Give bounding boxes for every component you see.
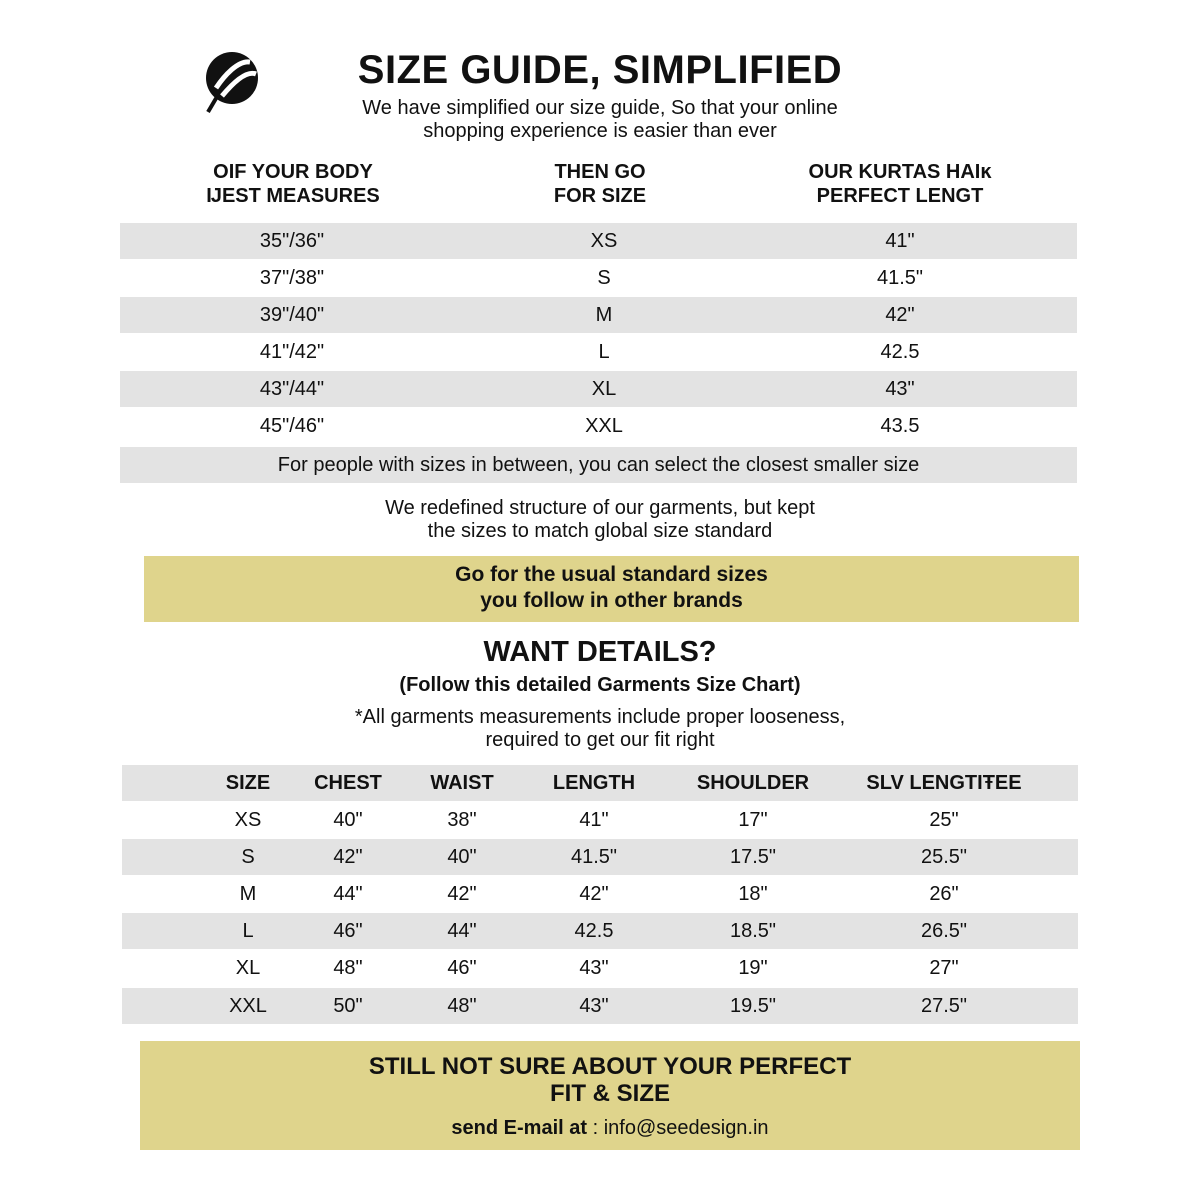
header-line: OUR KURTAS HAIĸ bbox=[808, 161, 992, 183]
column-header-shoulder: SHOULDER bbox=[696, 772, 810, 794]
size: M bbox=[595, 303, 613, 326]
chest: 42" bbox=[333, 846, 363, 868]
header-kurta-length bbox=[780, 160, 1020, 208]
kurta-length: 41.5" bbox=[876, 266, 924, 289]
email-link[interactable]: info@seedesign.in bbox=[603, 1117, 769, 1139]
page-title: SIZE GUIDE, SIMPLIFIED bbox=[357, 48, 843, 92]
table-row bbox=[122, 839, 1078, 875]
length: 41" bbox=[579, 809, 609, 831]
sleeve-length: 27" bbox=[929, 957, 959, 979]
table-row bbox=[120, 371, 1077, 407]
column-header-sleeve-length: SLV LENGTIŦEE bbox=[866, 772, 1022, 794]
waist: 38" bbox=[447, 809, 477, 831]
table-row bbox=[122, 913, 1078, 949]
sleeve-length: 25.5" bbox=[920, 846, 968, 868]
length: 43" bbox=[579, 995, 609, 1017]
kurta-length: 43" bbox=[885, 377, 915, 400]
size: L bbox=[598, 340, 610, 363]
header-line: PERFECT LENGT bbox=[816, 185, 984, 207]
sleeve-length: 26.5" bbox=[920, 920, 968, 942]
table-row bbox=[120, 260, 1077, 296]
header-body-measure bbox=[188, 160, 398, 208]
chest-measure: 41"/42" bbox=[259, 340, 325, 363]
table-row bbox=[122, 876, 1078, 912]
size: XXL bbox=[229, 995, 267, 1017]
column-header-chest: CHEST bbox=[314, 772, 382, 794]
details-title: WANT DETAILS? bbox=[483, 636, 717, 668]
length: 42.5 bbox=[574, 920, 614, 942]
shoulder: 19" bbox=[738, 957, 768, 979]
subtitle-line: shopping experience is easier than ever bbox=[423, 120, 777, 142]
shoulder: 18.5" bbox=[729, 920, 777, 942]
chest-measure: 43"/44" bbox=[259, 377, 325, 400]
looseness-note-line: required to get our fit right bbox=[485, 729, 715, 751]
shoulder: 18" bbox=[738, 883, 768, 905]
kurta-length: 42.5 bbox=[880, 340, 920, 363]
column-header-length: LENGTH bbox=[552, 772, 636, 794]
size: XL bbox=[235, 957, 261, 979]
table-row bbox=[120, 297, 1077, 333]
table-row bbox=[122, 802, 1078, 838]
size: XS bbox=[590, 229, 618, 252]
structure-note bbox=[300, 497, 900, 543]
standard-sizes-banner bbox=[144, 556, 1079, 622]
in-between-size-note: For people with sizes in between, you can select the closest smaller size bbox=[120, 447, 1077, 483]
size: S bbox=[597, 266, 611, 289]
chest-measure: 37"/38" bbox=[259, 266, 325, 289]
looseness-note-line: *All garments measurements include proper looseness, bbox=[354, 706, 846, 728]
table-row bbox=[120, 408, 1077, 444]
kurta-length: 42" bbox=[885, 303, 915, 326]
chest-measure: 39"/40" bbox=[259, 303, 325, 326]
header-line: OIF YOUR BODY bbox=[213, 161, 373, 183]
kurta-length: 41" bbox=[885, 229, 915, 252]
details-subtitle: (Follow this detailed Garments Size Chart) bbox=[399, 674, 801, 696]
table-row bbox=[120, 334, 1077, 370]
chest-measure: 45"/46" bbox=[259, 414, 325, 437]
brand-logo-icon bbox=[198, 48, 262, 116]
shoulder: 19.5" bbox=[729, 995, 777, 1017]
size: XS bbox=[234, 809, 262, 831]
size: M bbox=[239, 883, 257, 905]
size: XL bbox=[591, 377, 617, 400]
size: L bbox=[242, 920, 254, 942]
contact-heading-line: STILL NOT SURE ABOUT YOUR PERFECT bbox=[368, 1053, 852, 1080]
sleeve-length: 27.5" bbox=[920, 995, 968, 1017]
header-line: ĲEST MEASURES bbox=[206, 185, 380, 207]
contact-heading-line: FIT & SIZE bbox=[550, 1080, 670, 1107]
sleeve-length: 25" bbox=[929, 809, 959, 831]
structure-note-line: We redefined structure of our garments, but kept bbox=[385, 497, 815, 519]
contact-heading bbox=[140, 1053, 1080, 1107]
waist: 40" bbox=[447, 846, 477, 868]
chest-measure: 35"/36" bbox=[259, 229, 325, 252]
header-line: FOR SIZE bbox=[553, 185, 647, 207]
contact-email-line bbox=[140, 1117, 1080, 1140]
table-row bbox=[120, 223, 1077, 259]
shoulder: 17" bbox=[738, 809, 768, 831]
page-subtitle bbox=[300, 97, 900, 143]
length: 41.5" bbox=[570, 846, 618, 868]
chest: 48" bbox=[333, 957, 363, 979]
waist: 46" bbox=[447, 957, 477, 979]
email-label: send E-mail at bbox=[451, 1117, 588, 1139]
chest: 50" bbox=[333, 995, 363, 1017]
looseness-note bbox=[300, 706, 900, 752]
column-header-size: SIZE bbox=[225, 772, 271, 794]
header-size bbox=[520, 160, 680, 208]
column-header-waist: WAIST bbox=[430, 772, 494, 794]
sleeve-length: 26" bbox=[929, 883, 959, 905]
subtitle-line: We have simplified our size guide, So that your online bbox=[362, 97, 838, 119]
chest: 44" bbox=[333, 883, 363, 905]
table-row bbox=[122, 988, 1078, 1024]
waist: 42" bbox=[447, 883, 477, 905]
size: S bbox=[241, 846, 255, 868]
shoulder: 17.5" bbox=[729, 846, 777, 868]
length: 42" bbox=[579, 883, 609, 905]
header-line: THEN GO bbox=[554, 161, 646, 183]
structure-note-line: the sizes to match global size standard bbox=[427, 520, 773, 542]
banner-line: Go for the usual standard sizes bbox=[455, 563, 768, 586]
length: 43" bbox=[579, 957, 609, 979]
table-header-row bbox=[122, 765, 1078, 801]
banner-line: you follow in other brands bbox=[480, 589, 743, 612]
chest: 46" bbox=[333, 920, 363, 942]
kurta-length: 43.5 bbox=[880, 414, 920, 437]
table-row bbox=[122, 950, 1078, 986]
waist: 48" bbox=[447, 995, 477, 1017]
contact-banner bbox=[140, 1041, 1080, 1150]
chest: 40" bbox=[333, 809, 363, 831]
email-separator: : bbox=[587, 1117, 604, 1139]
size: XXL bbox=[585, 414, 623, 437]
waist: 44" bbox=[447, 920, 477, 942]
